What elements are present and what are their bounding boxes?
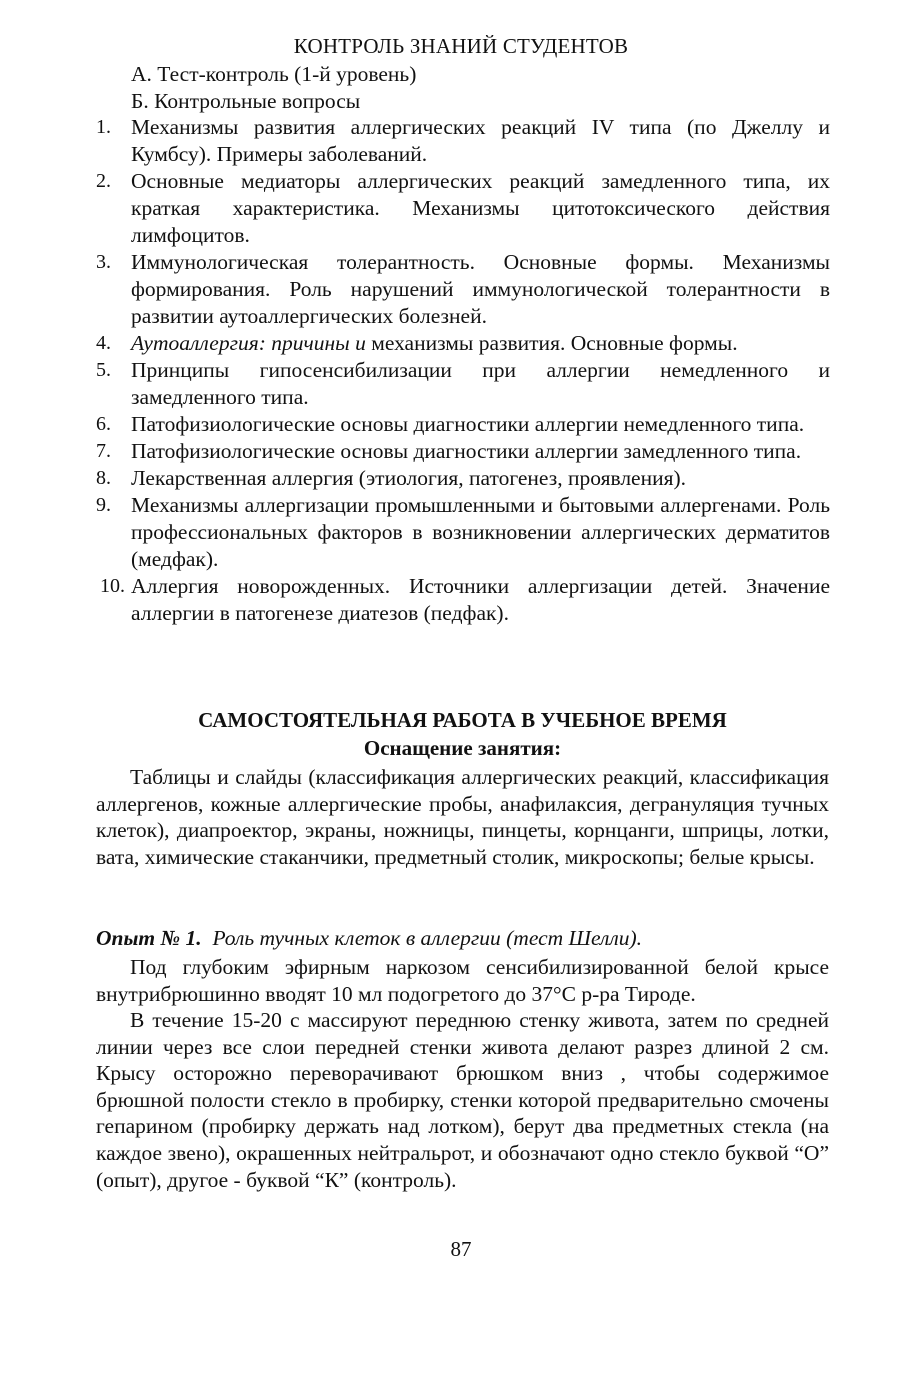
list-item-text: Иммунологическая толерантность. Основные формы. Механизмы формирования. Роль нарушений иммунологической толерантности в развитии аутоаллергических болезней. (131, 250, 830, 328)
experiment-paragraph-1: Под глубоким эфирным наркозом сенсибилизированной белой крысе внутрибрюшинно вводят 10 мл подогретого до 37°С р-ра Тироде. (96, 955, 829, 1006)
list-item-number: 1. (96, 116, 111, 138)
list-item (0, 438, 830, 465)
list-item (0, 168, 830, 249)
list-item-number: 6. (96, 413, 111, 435)
list-item-number: 4. (96, 332, 111, 354)
section-subtitle: Оснащение занятия: (363, 736, 562, 760)
control-questions-line: Б. Контрольные вопросы (131, 89, 361, 113)
list-item-number: 8. (96, 467, 111, 489)
list-item-text: механизмы развития. Основные формы. (365, 331, 738, 355)
list-item-number: 9. (96, 494, 111, 516)
list-item-text: Принципы гипосенсибилизации при аллергии немедленного и замедленного типа. (131, 358, 830, 409)
list-item (0, 411, 830, 438)
list-item (0, 114, 830, 168)
list-item-text: Лекарственная аллергия (этиология, патогенез, проявления). (131, 466, 687, 490)
list-item (0, 492, 830, 573)
list-item (0, 249, 830, 330)
list-item-text: Патофизиологические основы диагностики аллергии замедленного типа. (131, 439, 802, 463)
section-title: САМОСТОЯТЕЛЬНАЯ РАБОТА В УЧЕБНОЕ ВРЕМЯ (198, 708, 727, 732)
list-item-number: 7. (96, 440, 111, 462)
experiment-title: Роль тучных клеток в аллергии (тест Шелли). (212, 926, 642, 950)
list-item-number: 10. (100, 575, 125, 597)
test-control-line: А. Тест-контроль (1-й уровень) (131, 62, 417, 86)
list-item-text: Аллергия новорожденных. Источники аллергизации детей. Значение аллергии в патогенезе диатезов (педфак). (131, 574, 830, 625)
experiment-paragraph-2: В течение 15-20 с массируют переднюю стенку живота, затем по средней линии через все слои передней стенки живота делают разрез длиной 2 см. Крысу осторожно переворачивают брюшком вниз , чтобы содержимое брюшной полости стекло в пробирку, стенки которой предварительно смочены гепарином (пробирку держать над лотком), берут два предметных стекла (на каждое звено), окрашенных нейтральрот, и обозначают одно стекло буквой “О” (опыт), другое - буквой “К” (контроль). (96, 1008, 829, 1192)
list-item (0, 330, 830, 357)
questions-list (0, 114, 922, 627)
list-item-text: Механизмы аллергизации промышленными и бытовыми аллергенами. Роль профессиональных факторов в возникновении аллергических дерматитов (медфак). (131, 493, 830, 571)
page-heading: КОНТРОЛЬ ЗНАНИЙ СТУДЕНТОВ (293, 34, 629, 58)
list-item-text: Патофизиологические основы диагностики аллергии немедленного типа. (131, 412, 805, 436)
list-item-italic-text: Аутоаллергия: причины и (131, 331, 366, 355)
list-item (0, 573, 830, 627)
list-item-number: 5. (96, 359, 111, 381)
equipment-paragraph: Таблицы и слайды (классификация аллергических реакций, классификация аллергенов, кожные аллергические пробы, анафилаксия, дегрануляция тучных клеток), диапроектор, экраны, ножницы, пинцеты, корнцанги, шприцы, лотки, вата, химические стаканчики, предметный столик, микроскопы; белые крысы. (96, 765, 829, 869)
page-number: 87 (450, 1237, 472, 1261)
list-item-number: 2. (96, 170, 111, 192)
list-item (0, 357, 830, 411)
list-item-number: 3. (96, 251, 111, 273)
list-item-text: Основные медиаторы аллергических реакций замедленного типа, их краткая характеристика. Механизмы цитотоксического действия лимфоцитов. (131, 169, 830, 247)
experiment-heading (96, 926, 642, 951)
experiment-label: Опыт № 1. (96, 926, 202, 950)
list-item-text: Механизмы развития аллергических реакций IV типа (по Джеллу и Кумбсу). Примеры заболеваний. (131, 115, 830, 166)
list-item (0, 465, 830, 492)
